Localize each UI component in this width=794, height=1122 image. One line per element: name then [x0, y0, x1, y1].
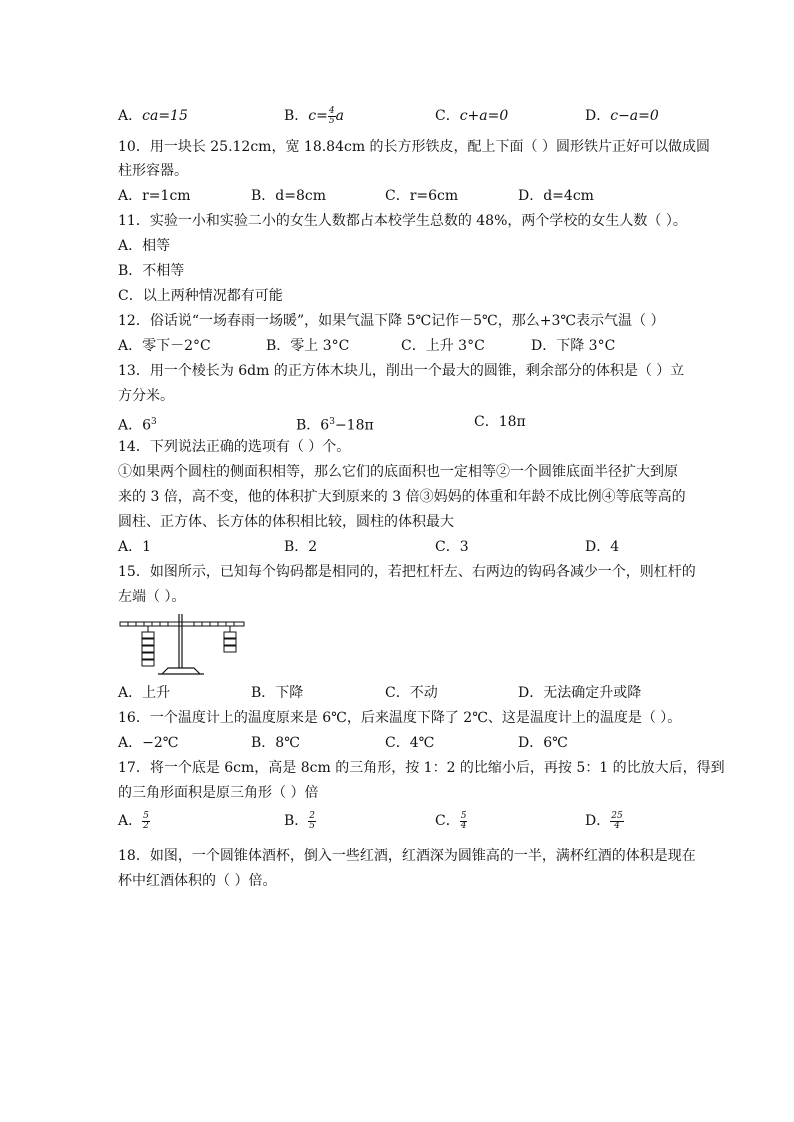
lever-stand: [158, 614, 204, 674]
q15-option-c: C．不动: [385, 685, 438, 701]
q13-stem-line1: 13．用一个棱长为 6dm 的正方体木块儿，削出一个最大的圆锥，剩余部分的体积是（ ）立: [118, 363, 685, 379]
right-weights: [224, 626, 236, 652]
q16-option-d: D．6℃: [518, 735, 568, 751]
q12-option-d: D．下降 3°C: [531, 338, 616, 354]
q10-stem-line1: 10．用一块长 25.12cm，宽 18.84cm 的长方形铁皮，配上下面（ ）圆形铁片正好可以做成圆: [118, 139, 711, 155]
q9-options: [118, 105, 678, 129]
q11-option-c: C．以上两种情况都有可能: [118, 288, 283, 304]
q12-option-a: A．零下－2°C: [118, 338, 211, 354]
q17-option-c: C． $\frac{5}{4}$: [435, 810, 467, 831]
q17-fraction-d: $\frac{25}{4}$: [611, 810, 623, 831]
q12-stem: 12．俗话说“一场春雨一场暖”，如果气温下降 5℃记作－5℃，那么+3℃表示气温（ ）: [118, 313, 665, 329]
q15-option-b: B．下降: [251, 685, 304, 701]
lever-figure: [118, 612, 248, 678]
q13-option-a: A．$6^3$: [118, 417, 157, 434]
q15-stem-line1: 15．如图所示，已知每个钩码都是相同的，若把杠杆左、右两边的钩码各减少一个，则杠杆的: [118, 564, 696, 580]
q11-option-a: A．相等: [118, 238, 171, 254]
q13-stem-line2: 方分米。: [118, 388, 174, 404]
q15-option-d: D．无法确定升或降: [518, 685, 642, 701]
q14-statements-line2: 来的 3 倍，高不变，他的体积扩大到原来的 3 倍③妈妈的体重和年龄不成比例④等底等高的: [118, 489, 686, 505]
q10-option-d: D．d=4cm: [518, 188, 594, 204]
q12-option-c: C．上升 3°C: [401, 338, 485, 354]
q12-option-b: B．零上 3°C: [266, 338, 350, 354]
q11-stem: 11．实验一小和实验二小的女生人数都占本校学生总数的 48%，两个学校的女生人数（ ）。: [118, 213, 687, 229]
q14-statements-line1: ①如果两个圆柱的侧面积相等，那么它们的底面积也一定相等②一个圆锥底面半径扩大到原: [118, 464, 678, 480]
q15-options: [118, 682, 678, 706]
q9-option-a: A．ca=15: [118, 108, 188, 124]
q17-stem-line2: 的三角形面积是原三角形（ ）倍: [118, 785, 319, 801]
q17-option-b: B． $\frac{2}{5}$: [284, 810, 316, 831]
q16-option-b: B．8℃: [251, 735, 300, 751]
q17-fraction-c: $\frac{5}{4}$: [460, 810, 467, 831]
q9-option-d: D．c−a=0: [585, 108, 659, 124]
left-weights: [142, 626, 154, 666]
q17-option-a: A． $\frac{5}{2}$: [118, 810, 149, 831]
q10-option-b: B．d=8cm: [251, 188, 327, 204]
q14-option-c: C．3: [435, 539, 469, 555]
q16-option-a: A．−2℃: [118, 735, 179, 751]
q17-options: [118, 810, 678, 840]
q16-stem: 16．一个温度计上的温度原来是 6℃，后来温度下降了 2℃、这是温度计上的温度是（ ）。: [118, 710, 682, 726]
q13-option-b: B．$6^3-18\pi$: [296, 417, 374, 434]
q10-option-c: C．r=6cm: [385, 188, 459, 204]
q13-options: [118, 411, 678, 435]
q16-options: [118, 732, 678, 756]
q10-options: [118, 185, 678, 209]
q14-option-d: D．4: [585, 539, 620, 555]
q10-option-a: A．r=1cm: [118, 188, 191, 204]
q14-stem: 14．下列说法正确的选项有（ ）个。: [118, 439, 351, 455]
q14-option-b: B．2: [284, 539, 318, 555]
q9-fraction: $\frac{4}{5}$: [328, 105, 335, 126]
q14-option-a: A．1: [118, 539, 152, 555]
q14-statements-line3: 圆柱、正方体、长方体的体积相比较，圆柱的体积最大: [118, 514, 454, 530]
q17-fraction-a: $\frac{5}{2}$: [143, 810, 149, 831]
q18-stem-line2: 杯中红酒体积的（ ）倍。: [118, 873, 277, 889]
q12-options: [118, 335, 678, 359]
q17-fraction-b: $\frac{2}{5}$: [309, 810, 316, 831]
q18-stem-line1: 18．如图，一个圆锥体酒杯，倒入一些红酒，红酒深为圆锥高的一半，满杯红酒的体积是现在: [118, 848, 696, 864]
q16-option-c: C．4℃: [385, 735, 435, 751]
q14-options: [118, 536, 678, 560]
q17-option-d: D． $\frac{25}{4}$: [585, 810, 623, 831]
q15-stem-line2: 左端（ ）。: [118, 589, 186, 605]
q9-option-b: B．c= $\frac{4}{5}$ a: [284, 105, 344, 126]
q15-option-a: A．上升: [118, 685, 171, 701]
q13-option-c: C．18π: [474, 414, 526, 430]
q9-option-c: C．c+a=0: [435, 108, 509, 124]
q17-stem-line1: 17．将一个底是 6cm，高是 8cm 的三角形，按 1：2 的比缩小后，再按 5：1 的比放大后，得到: [118, 760, 725, 776]
q10-stem-line2: 柱形容器。: [118, 163, 188, 179]
q11-option-b: B．不相等: [118, 263, 185, 279]
